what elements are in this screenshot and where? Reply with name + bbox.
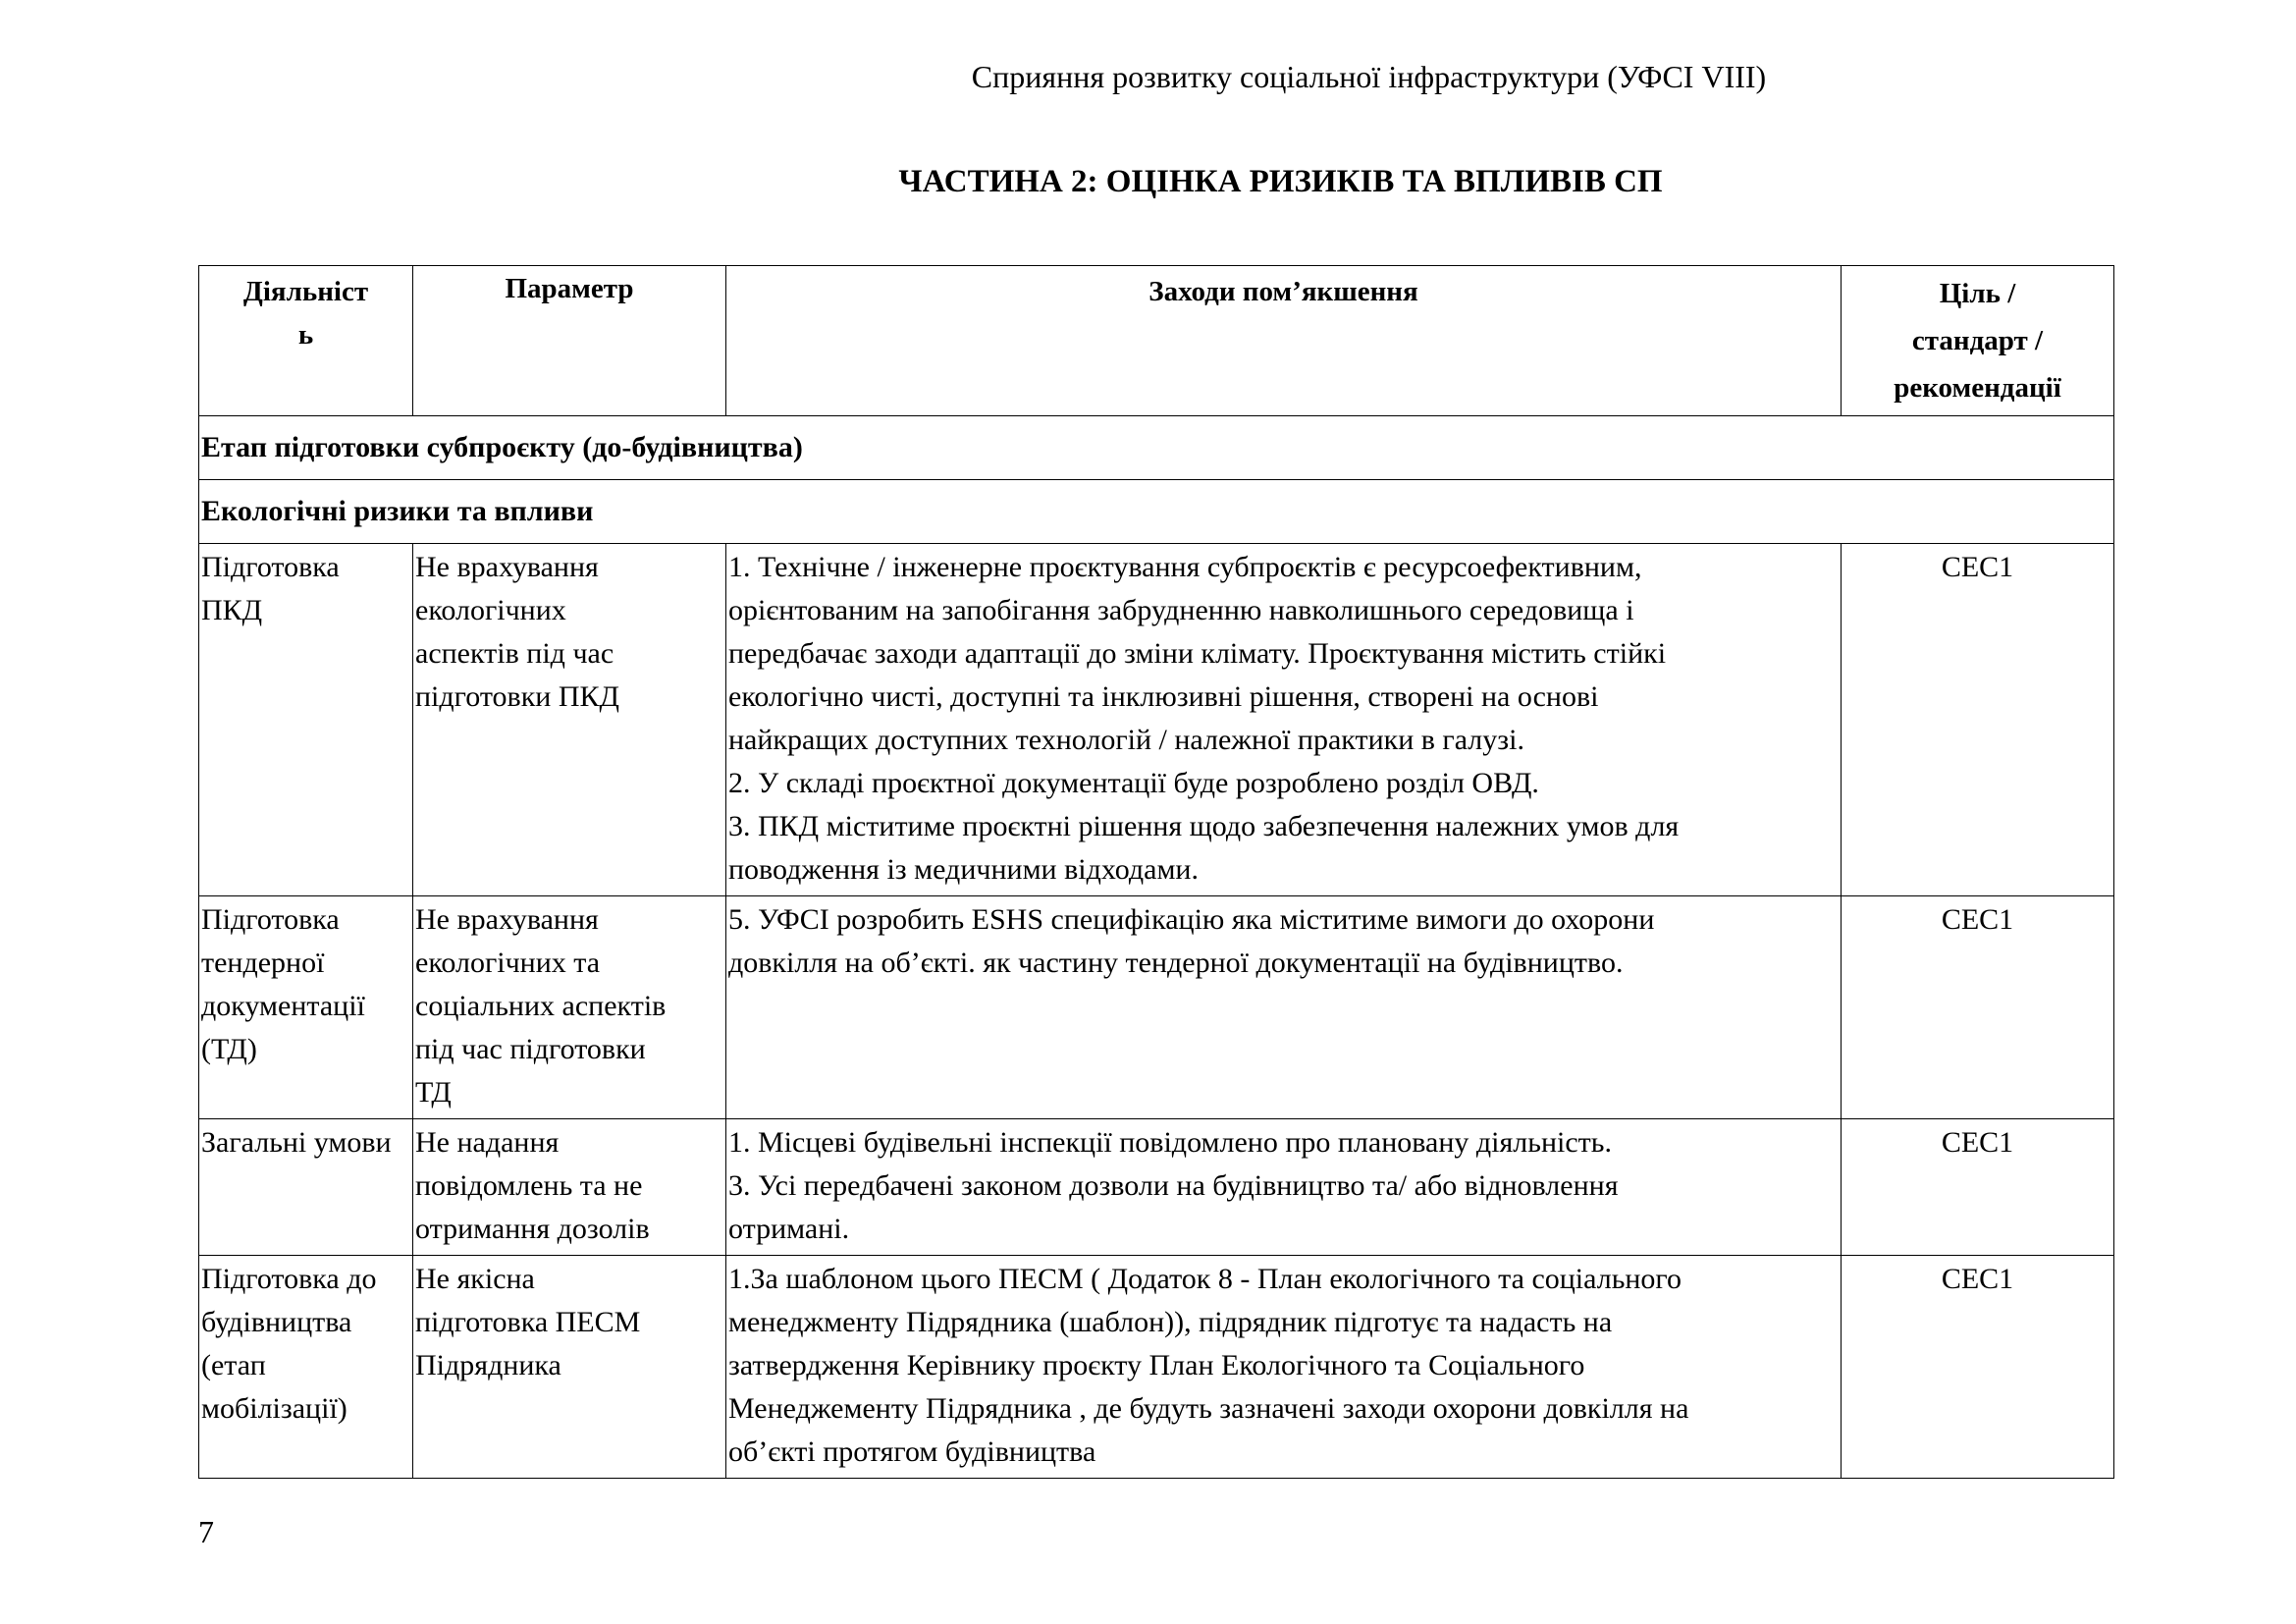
mitigation-cell: [726, 1119, 1842, 1256]
cell-line: ТД: [415, 1076, 452, 1109]
cell-line: 1.За шаблоном цього ПЕСМ ( Додаток 8 - План екологічного та соціального: [728, 1263, 1682, 1295]
header-target-line: рекомендації: [1894, 372, 2061, 404]
header-mitigation: Заходи пом’якшення: [726, 266, 1842, 416]
risk-assessment-table: [198, 265, 2114, 1479]
table-row: [199, 1256, 2114, 1479]
cell-line: тендерної: [201, 947, 325, 979]
cell-line: Загальні умови: [201, 1126, 392, 1159]
cell-line: затвердження Керівнику проєкту План Екологічного та Соціального: [728, 1349, 1585, 1381]
cell-line: мобілізації): [201, 1392, 347, 1425]
target-cell: CEC1: [1842, 1256, 2114, 1479]
mitigation-cell: [726, 896, 1842, 1119]
header-target-line: Ціль /: [1939, 278, 2016, 309]
header-target: [1842, 266, 2114, 416]
table-header-row: [199, 266, 2114, 416]
activity-cell: [199, 896, 413, 1119]
target-cell: CEC1: [1842, 544, 2114, 896]
parameter-cell: [413, 544, 726, 896]
cell-line: Не надання: [415, 1126, 560, 1159]
cell-line: довкілля на об’єкті. як частину тендерної документації на будівництво.: [728, 947, 1624, 979]
activity-cell: [199, 1256, 413, 1479]
cell-line: орієнтованим на запобігання забрудненню навколишнього середовища і: [728, 594, 1634, 626]
cell-line: отримані.: [728, 1213, 850, 1245]
activity-cell: [199, 544, 413, 896]
subsection-row: [199, 480, 2114, 544]
cell-line: Не якісна: [415, 1263, 535, 1295]
cell-line: Не врахування: [415, 551, 599, 583]
header-parameter: Параметр: [413, 266, 726, 416]
target-cell: CEC1: [1842, 1119, 2114, 1256]
cell-line: Підрядника: [415, 1349, 561, 1381]
cell-line: найкращих доступних технологій / належної практики в галузі.: [728, 724, 1524, 756]
cell-line: об’єкті протягом будівництва: [728, 1435, 1096, 1468]
cell-line: поводження із медичними відходами.: [728, 853, 1199, 886]
cell-line: 3. ПКД міститиме проєктні рішення щодо забезпечення належних умов для: [728, 810, 1680, 842]
cell-line: екологічних: [415, 594, 566, 626]
cell-line: соціальних аспектів: [415, 990, 667, 1022]
cell-line: передбачає заходи адаптації до зміни клімату. Проєктування містить стійкі: [728, 637, 1667, 670]
subsection-label: Екологічні ризики та впливи: [199, 480, 2114, 544]
cell-line: документації: [201, 990, 365, 1022]
parameter-cell: [413, 1119, 726, 1256]
parameter-cell: [413, 1256, 726, 1479]
table-row: [199, 1119, 2114, 1256]
section-title: ЧАСТИНА 2: ОЦІНКА РИЗИКІВ ТА ВПЛИВІВ СП: [898, 164, 1663, 199]
activity-cell: [199, 1119, 413, 1256]
cell-line: Не врахування: [415, 903, 599, 936]
cell-line: екологічно чисті, доступні та інклюзивні рішення, створені на основі: [728, 680, 1599, 713]
cell-line: повідомлень та не: [415, 1169, 643, 1202]
cell-line: 1. Технічне / інженерне проєктування субпроєктів є ресурсоефективним,: [728, 551, 1642, 583]
stage-row: [199, 416, 2114, 480]
header-activity: [199, 266, 413, 416]
cell-line: будівництва: [201, 1306, 352, 1338]
cell-line: 1. Місцеві будівельні інспекції повідомлено про плановану діяльність.: [728, 1126, 1612, 1159]
cell-line: ПКД: [201, 594, 263, 626]
mitigation-cell: [726, 544, 1842, 896]
header-activity-line: Діяльніст: [242, 276, 369, 307]
target-cell: CEC1: [1842, 896, 2114, 1119]
mitigation-cell: [726, 1256, 1842, 1479]
cell-line: Менеджементу Підрядника , де будуть зазначені заходи охорони довкілля на: [728, 1392, 1689, 1425]
cell-line: (етап: [201, 1349, 266, 1381]
cell-line: 2. У складі проєктної документації буде розроблено розділ ОВД.: [728, 767, 1539, 799]
cell-line: 5. УФСІ розробить ESHS специфікацію яка міститиме вимоги до охорони: [728, 903, 1655, 936]
running-header: Сприяння розвитку соціальної інфраструктури (УФСІ VIII): [971, 59, 1767, 94]
cell-line: Підготовка: [201, 551, 340, 583]
cell-line: аспектів під час: [415, 637, 614, 670]
cell-line: Підготовка до: [201, 1263, 377, 1295]
header-activity-line: ь: [297, 319, 314, 351]
table-row: [199, 544, 2114, 896]
cell-line: під час підготовки: [415, 1033, 646, 1065]
cell-line: екологічних та: [415, 947, 601, 979]
cell-line: Підготовка: [201, 903, 340, 936]
cell-line: 3. Усі передбачені законом дозволи на будівництво та/ або відновлення: [728, 1169, 1619, 1202]
cell-line: менеджменту Підрядника (шаблон)), підрядник підготує та надасть на: [728, 1306, 1613, 1338]
stage-label: Етап підготовки субпроєкту (до-будівництва): [199, 416, 2114, 480]
parameter-cell: [413, 896, 726, 1119]
header-target-line: стандарт /: [1911, 325, 2044, 356]
cell-line: (ТД): [201, 1033, 257, 1065]
cell-line: підготовка ПЕСМ: [415, 1306, 641, 1338]
page-number: 7: [198, 1514, 214, 1549]
table-row: [199, 896, 2114, 1119]
cell-line: підготовки ПКД: [415, 680, 619, 713]
cell-line: отримання дозолів: [415, 1213, 650, 1245]
